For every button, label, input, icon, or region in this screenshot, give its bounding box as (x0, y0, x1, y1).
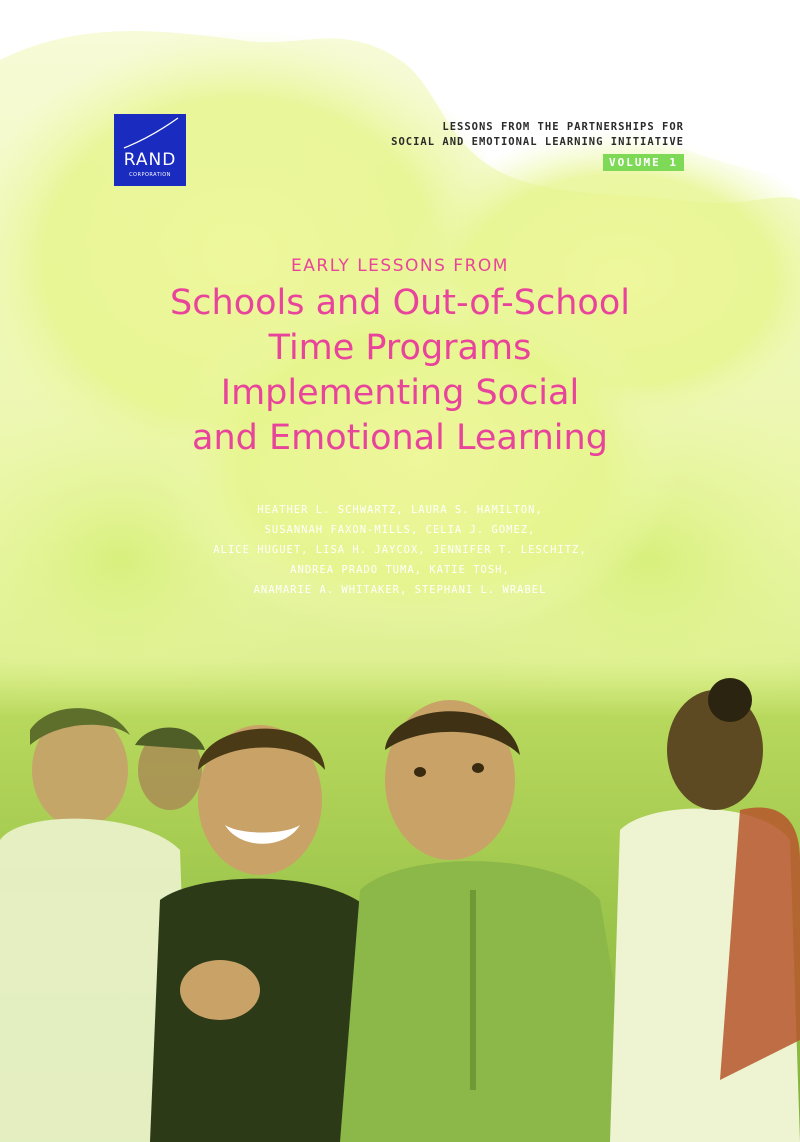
title-line: and Emotional Learning (192, 418, 608, 458)
author-line: SUSANNAH FAXON-MILLS, CELIA J. GOMEZ, (264, 524, 536, 536)
page-title (0, 281, 800, 461)
series-line-1: LESSONS FROM THE PARTNERSHIPS FOR (442, 121, 684, 133)
logo-sub: CORPORATION (129, 172, 171, 178)
cover-photo-children (0, 660, 800, 1142)
series-header (391, 120, 684, 171)
pre-title: EARLY LESSONS FROM (291, 256, 509, 276)
series-line-2: SOCIAL AND EMOTIONAL LEARNING INITIATIVE (391, 136, 684, 148)
title-line: Implementing Social (220, 373, 580, 413)
title-line: Time Programs (268, 328, 532, 368)
author-line: ANDREA PRADO TUMA, KATIE TOSH, (290, 564, 510, 576)
author-line: ANAMARIE A. WHITAKER, STEPHANI L. WRABEL (253, 584, 547, 596)
volume-badge: VOLUME 1 (603, 154, 684, 171)
logo-name: RAND (123, 150, 177, 170)
author-line: HEATHER L. SCHWARTZ, LAURA S. HAMILTON, (257, 504, 543, 516)
author-line: ALICE HUGUET, LISA H. JAYCOX, JENNIFER T. LESCHITZ, (213, 544, 587, 556)
author-list (0, 500, 800, 600)
rand-logo[interactable] (114, 114, 186, 186)
title-line: Schools and Out-of-School (170, 283, 630, 323)
